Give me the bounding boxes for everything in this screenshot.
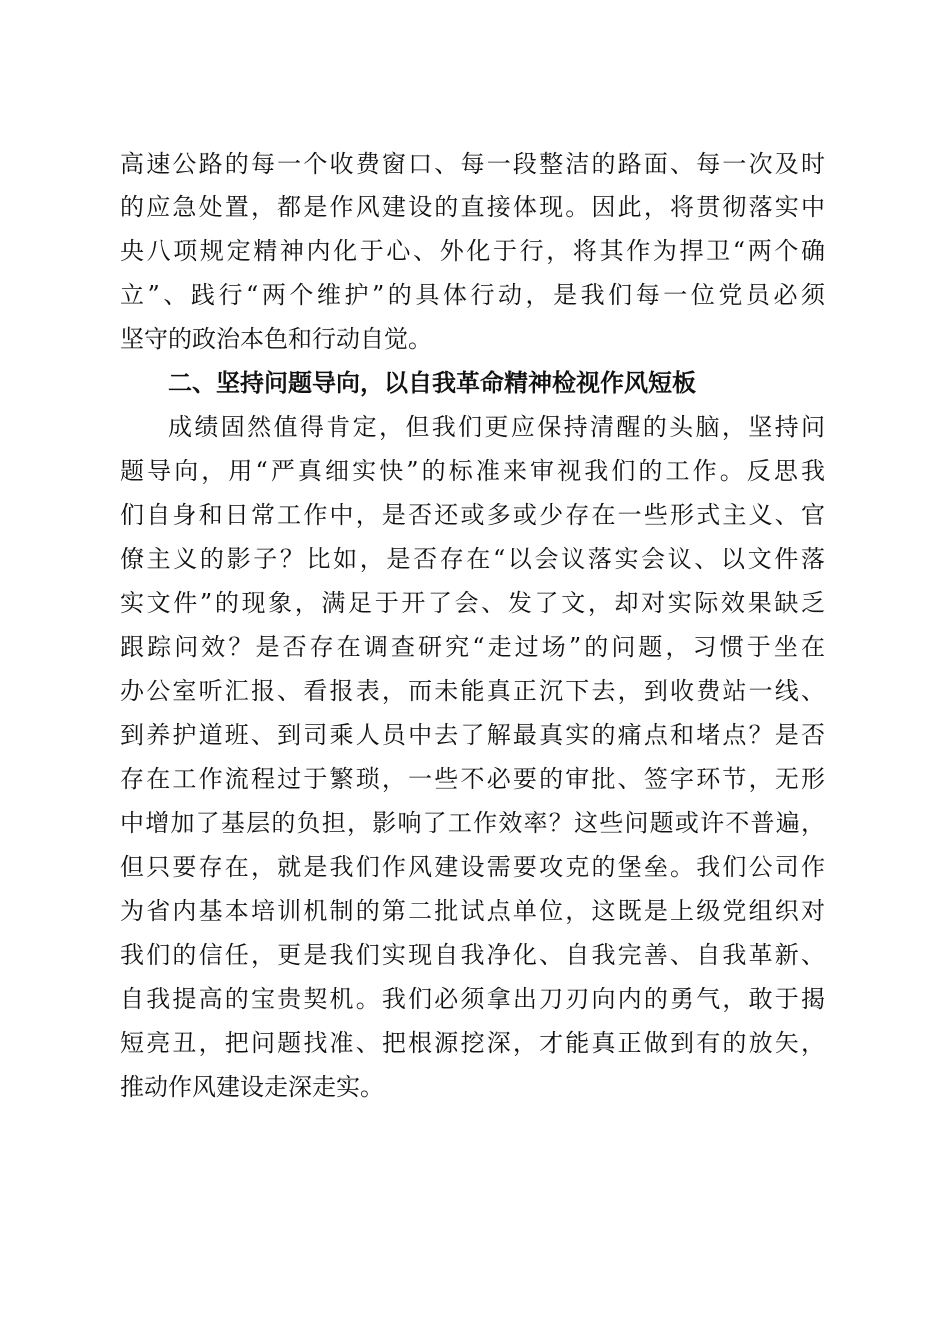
paragraph-2-line-12: 为省内基本培训机制的第二批试点单位，这既是上级党组织对 [120,897,825,925]
paragraph-2-line-3: 们自身和日常工作中，是否还或多或少存在一些形式主义、官 [120,501,825,529]
paragraph-1-line-3: 央八项规定精神内化于心、外化于行，将其作为捍卫“两个确 [120,237,825,265]
paragraph-2-line-8: 到养护道班、到司乘人员中去了解最真实的痛点和堵点？是否 [120,721,825,749]
paragraph-2-line-5: 实文件”的现象，满足于开了会、发了文，却对实际效果缺乏 [120,589,825,617]
section-2-heading: 二、坚持问题导向，以自我革命精神检视作风短板 [168,369,696,397]
paragraph-1-line-2: 的应急处置，都是作风建设的直接体现。因此，将贯彻落实中 [120,193,825,221]
paragraph-2-line-11: 但只要存在，就是我们作风建设需要攻克的堡垒。我们公司作 [120,853,825,881]
paragraph-1-line-5: 坚守的政治本色和行动自觉。 [120,325,432,353]
paragraph-1-line-4: 立”、践行“两个维护”的具体行动，是我们每一位党员必须 [120,281,825,309]
paragraph-2-line-14: 自我提高的宝贵契机。我们必须拿出刀刃向内的勇气，敢于揭 [120,985,825,1013]
paragraph-2-line-4: 僚主义的影子？比如，是否存在“以会议落实会议、以文件落 [120,545,825,573]
paragraph-2-line-9: 存在工作流程过于繁琐，一些不必要的审批、签字环节，无形 [120,765,825,793]
paragraph-2-line-15: 短亮丑，把问题找准、把根源挖深，才能真正做到有的放矢， [120,1029,825,1057]
paragraph-2-line-16: 推动作风建设走深走实。 [120,1073,384,1101]
paragraph-2-line-2: 题导向，用“严真细实快”的标准来审视我们的工作。反思我 [120,457,825,485]
paragraph-2-line-7: 办公室听汇报、看报表，而未能真正沉下去，到收费站一线、 [120,677,825,705]
paragraph-1-line-1: 高速公路的每一个收费窗口、每一段整洁的路面、每一次及时 [120,150,825,178]
paragraph-2-line-10: 中增加了基层的负担，影响了工作效率？这些问题或许不普遍， [120,809,825,837]
paragraph-2-line-1: 成绩固然值得肯定，但我们更应保持清醒的头脑，坚持问 [168,413,825,441]
paragraph-2-line-13: 我们的信任，更是我们实现自我净化、自我完善、自我革新、 [120,941,825,969]
paragraph-2-line-6: 跟踪问效？是否存在调查研究“走过场”的问题，习惯于坐在 [120,633,825,661]
